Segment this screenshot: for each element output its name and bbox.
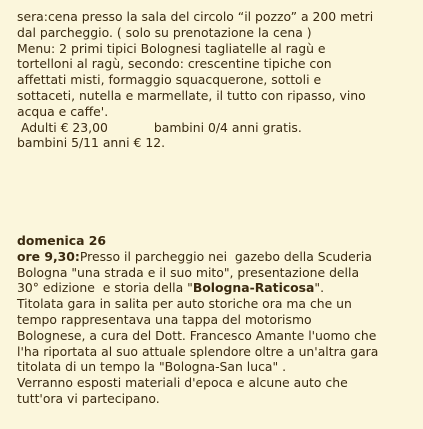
- evening-line: dal parcheggio. ( solo su prenotazione la cena ): [17, 24, 312, 40]
- sunday-program: [17, 233, 417, 407]
- race-name: Bologna-Raticosa: [192, 280, 315, 296]
- sunday-line: titolata di un tempo la "Bologna-San luca" .: [17, 359, 287, 375]
- evening-line: sera:cena presso la sala del circolo “il pozzo” a 200 metri: [17, 9, 374, 24]
- sunday-line: Bologna "una strada e il suo mito", presentazione della: [17, 264, 360, 280]
- menu-line: sottaceti, nutella e marmellate, il tutto con ripasso, vino: [17, 87, 366, 103]
- sunday-line: [17, 249, 417, 265]
- menu-line: acqua e caffe'.: [17, 103, 109, 119]
- price-kids: bambini 5/11 anni € 12.: [17, 135, 166, 151]
- sunday-line: Verranno esposti materiali d'epoca e alcune auto che: [17, 375, 348, 391]
- sunday-line: l'ha riportata al suo attuale splendore oltre a un'altra gara: [17, 343, 379, 359]
- price-line: [17, 120, 417, 136]
- evening-program: [17, 9, 417, 151]
- day-heading: domenica 26: [17, 233, 107, 248]
- event-time: ore 9,30:: [17, 248, 80, 264]
- sunday-line: [17, 280, 417, 296]
- menu-line: tortelloni al ragù, secondo: crescentine tipiche con: [17, 56, 332, 72]
- sunday-line-text: Presso il parcheggio nei gazebo della Scuderia: [79, 248, 372, 264]
- sunday-line: tutt'ora vi partecipano.: [17, 390, 160, 406]
- sunday-line-text: ".: [314, 280, 325, 296]
- price-adults: Adulti € 23,00: [17, 119, 108, 135]
- sunday-line-text: 30° edizione e storia della ": [17, 280, 193, 296]
- menu-line: Menu: 2 primi tipici Bolognesi tagliatelle al ragù e: [17, 40, 326, 56]
- sunday-line: Bolognese, a cura del Dott. Francesco Amante l'uomo che: [17, 327, 377, 343]
- price-kids-free: bambini 0/4 anni gratis.: [153, 119, 302, 135]
- sunday-line: tempo rappresentava una tappa del motorismo: [17, 311, 312, 327]
- menu-line: affettati misti, formaggio squacquerone, sottoli e: [17, 72, 322, 88]
- sunday-line: Titolata gara in salita per auto storiche ora ma che un: [17, 296, 352, 312]
